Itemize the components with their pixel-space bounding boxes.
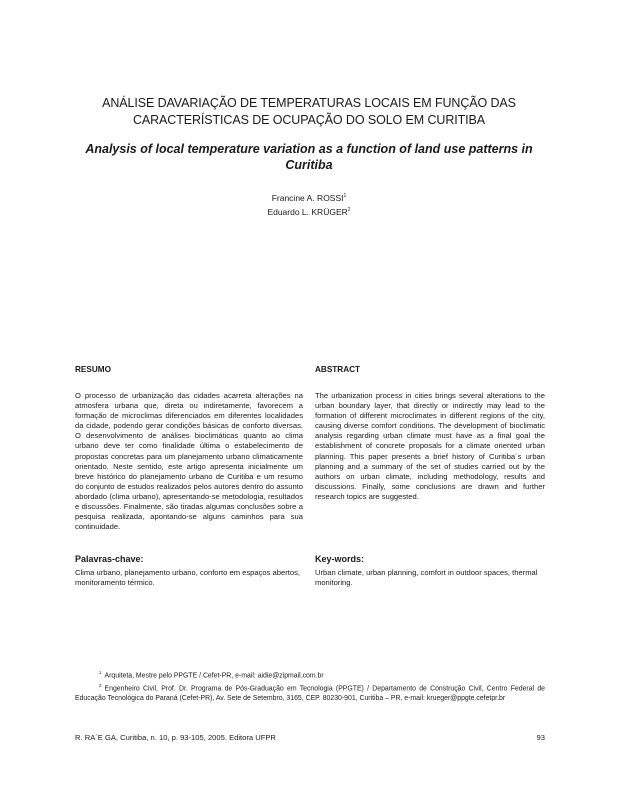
author-name: Francine A. ROSSI [271, 192, 344, 203]
journal-citation: R. RA´E GA, Curitiba, n. 10, p. 93-105, 2005. Editora UFPR [75, 733, 276, 742]
title-line-2: CARACTERÍSTICAS DE OCUPAÇÃO DO SOLO EM CURITIBA [132, 113, 486, 127]
article-title-english [70, 141, 548, 173]
author-name: Eduardo L. KRÜGER [267, 206, 348, 217]
english-title-line-2: Curitiba [285, 158, 333, 172]
resumo-text: O processo de urbanização das cidades acarreta alterações na atmosfera urbana que, direta ou indiretamente, favorecem a formação de microclimas diferenciados em diferentes localidades da cidade, podendo gerar condições básicas de conforto diversas. O desenvolvimento de análises bioclimáticas quanto ao clima urbano deve ter como finalidade última o estabelecimento de propostas concretas para um planejamento urbano climaticamente orientado. Neste sentido, este artigo apresenta inicialmente um breve histórico do planejamento urbano de Curitiba e um resumo do conjunto de estudos realizados pelos autores dentro do assunto abordado (clima urbano), apresentando-se metodologia, resultados e discussões. Finalmente, são tiradas algumas conclusões sobre a pesquisa realizada, apontando-se alguns caminhos para sua continuidade. [75, 391, 303, 532]
abstract-text: The urbanization process in cities brings several alterations to the urban boundary layer, that directly or indirectly may lead to the formation of different microclimates in different regions of the city, causing diverse comfort conditions. The development of bioclimatic analysis regarding urban climate must have as a final goal the establishment of concrete proposals for a climate oriented urban planning. This paper presents a brief history of Curitiba´s urban planning and a summary of the set of studies carried out by the authors on urban climate, including methodology, results and discussions. Finally, some conclusions are drawn and further research topics are suggested. [315, 391, 545, 501]
footnote-text: Engenheiro Civil, Prof. Dr. Programa de Pós-Graduação em Tecnologia (PPGTE) / Departamento de Construção Civil, Centro Federal de Educação Tecnológica do Paraná (Cefet-PR), Av. Sete de Setembro, 3165, CEP. 80230-901, Curitiba – PR, e-mail: krueger@ppgte.cefetpr.br [75, 685, 545, 703]
page-number: 93 [536, 733, 545, 742]
palavras-chave-heading: Palavras-chave: [75, 554, 144, 564]
resumo-heading: RESUMO [75, 365, 111, 374]
footnote-mark: 1 [99, 670, 102, 675]
footnote-text: Arquiteta, Mestre pelo PPGTE / Cefet-PR, e-mail: aidie@zipmail.com.br [104, 672, 324, 680]
title-line-1: ANÁLISE DAVARIAÇÃO DE TEMPERATURAS LOCAIS EM FUNÇÃO DAS [102, 96, 516, 110]
article-title-portuguese [70, 95, 548, 129]
page-footer [75, 733, 545, 742]
author-footnote-mark: 2 [347, 206, 351, 213]
footnote-1 [75, 668, 545, 681]
author-footnote-mark: 1 [343, 193, 347, 199]
footnote-mark: 2 [99, 683, 102, 689]
author-1 [0, 190, 618, 204]
author-2 [0, 204, 618, 218]
abstract-heading: ABSTRACT [315, 365, 361, 374]
keywords-text: Urban climate, urban planning, comfort in outdoor spaces, thermal monitoring. [315, 568, 538, 588]
author-list [0, 190, 618, 218]
keywords-heading: Key-words: [315, 554, 365, 564]
palavras-chave-text: Clima urbano, planejamento urbano, conforto em espaços abertos, monitoramento térmico. [75, 568, 300, 588]
english-title-line-1: Analysis of local temperature variation as a function of land use patterns in [85, 142, 533, 156]
footnotes [75, 668, 545, 704]
footnote-2 [75, 681, 545, 704]
